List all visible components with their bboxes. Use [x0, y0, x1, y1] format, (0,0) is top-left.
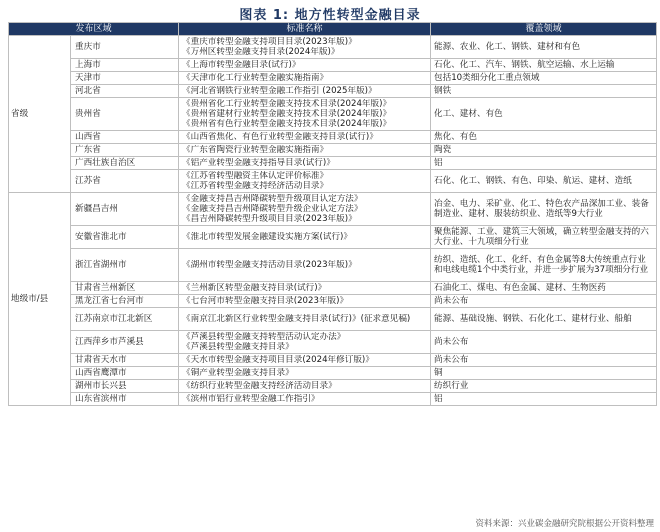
table-row: [9, 193, 657, 226]
region-cell: 山西省鹰潭市: [71, 367, 179, 380]
coverage-cell: 能源、农业、化工、钢铁、建材和有色: [431, 36, 657, 59]
standard-name: 《纺织行业转型金融支持经济活动目录》: [182, 381, 337, 391]
standard-cell: [179, 295, 431, 308]
coverage-cell: 铝: [431, 157, 657, 170]
table-row: [9, 98, 657, 131]
coverage-cell: 石油化工、煤电、有色金属、建材、生物医药: [431, 282, 657, 295]
standard-cell: [179, 36, 431, 59]
region-cell: 广东省: [71, 144, 179, 157]
table-row: [9, 380, 657, 393]
coverage-cell: 钢铁: [431, 85, 657, 98]
standard-cell: [179, 308, 431, 331]
table-row: [9, 249, 657, 282]
standard-cell: [179, 131, 431, 144]
standard-name: 《金融支持昌吉州降碳转型升级项目认定方法》: [182, 194, 363, 204]
standard-name: 《昌吉州降碳转型升级项目目录(2023年版)》: [182, 214, 357, 224]
table-row: [9, 367, 657, 380]
table-row: [9, 59, 657, 72]
coverage-cell: 纺织、造纸、化工、化纤、有色金属等8大传统重点行业和电线电缆1个中类行业，并进一步扩展为37项细分行业: [431, 249, 657, 282]
standard-name: 《铜产业转型金融支持目录》: [182, 368, 294, 378]
standard-name: 《湖州市转型金融支持活动目录(2023年版)》: [182, 260, 357, 270]
region-cell: 广西壮族自治区: [71, 157, 179, 170]
standard-name: 《淮北市转型发展金融建设实施方案(试行)》: [182, 232, 353, 242]
coverage-cell: 尚未公布: [431, 295, 657, 308]
table-row: [9, 354, 657, 367]
standard-name: 《滨州市铝行业转型金融工作指引》: [182, 394, 320, 404]
region-cell: 河北省: [71, 85, 179, 98]
table-body: [9, 36, 657, 406]
standard-cell: [179, 367, 431, 380]
coverage-cell: 陶瓷: [431, 144, 657, 157]
table-header-row: [9, 23, 657, 36]
coverage-cell: 聚焦能源、工业、建筑三大领域，确立转型金融支持的六大行业、十九项细分行业: [431, 226, 657, 249]
region-cell: 山东省滨州市: [71, 393, 179, 406]
standard-name: 《上海市转型金融目录(试行)》: [182, 60, 301, 70]
coverage-cell: 铝: [431, 393, 657, 406]
standard-name: 《万州区转型金融支持目录(2024年版)》: [182, 47, 340, 57]
standard-name: 《兰州新区转型金融支持目录(试行)》: [182, 283, 327, 293]
table-row: [9, 85, 657, 98]
standard-cell: [179, 59, 431, 72]
region-cell: 江西萍乡市芦溪县: [71, 331, 179, 354]
table-row: [9, 308, 657, 331]
standard-name: 《南京江北新区行业转型金融支持目录(试行)》(征求意见稿): [182, 314, 411, 324]
header-coverage: 覆盖领域: [431, 23, 657, 36]
table-row: [9, 72, 657, 85]
standard-cell: [179, 98, 431, 131]
table-row: [9, 282, 657, 295]
region-cell: 江苏南京市江北新区: [71, 308, 179, 331]
region-cell: 浙江省湖州市: [71, 249, 179, 282]
region-cell: 新疆昌吉州: [71, 193, 179, 226]
region-cell: 安徽省淮北市: [71, 226, 179, 249]
coverage-cell: 纺织行业: [431, 380, 657, 393]
standard-cell: [179, 144, 431, 157]
region-cell: 黑龙江省七台河市: [71, 295, 179, 308]
standard-cell: [179, 380, 431, 393]
coverage-cell: 石化、化工、汽车、钢铁、航空运输、水上运输: [431, 59, 657, 72]
standard-cell: [179, 157, 431, 170]
table-row: [9, 36, 657, 59]
standard-cell: [179, 170, 431, 193]
header-region: 发布区域: [9, 23, 179, 36]
standard-cell: [179, 193, 431, 226]
level-cell: 省级: [9, 36, 71, 193]
region-cell: 甘肃省兰州新区: [71, 282, 179, 295]
table-row: [9, 157, 657, 170]
table-row: [9, 144, 657, 157]
coverage-cell: 冶金、电力、采矿业、化工、特色农产品深加工业、装备制造业、建材、服装纺织业、造纸等9大行业: [431, 193, 657, 226]
coverage-cell: 铜: [431, 367, 657, 380]
region-cell: 山西省: [71, 131, 179, 144]
standard-name: 《天水市转型金融支持项目目录(2024年修订版)》: [182, 355, 374, 365]
standard-name: 《江苏省转型金融支持经济活动目录》: [182, 181, 329, 191]
standard-name: 《天津市化工行业转型金融实施指南》: [182, 73, 329, 83]
standard-cell: [179, 226, 431, 249]
coverage-cell: 焦化、有色: [431, 131, 657, 144]
standard-name: 《贵州省建材行业转型金融支持技术目录(2024年版)》: [182, 109, 392, 119]
coverage-cell: 包括10类细分化工重点领域: [431, 72, 657, 85]
header-standard: 标准名称: [179, 23, 431, 36]
table-row: [9, 226, 657, 249]
table-row: [9, 295, 657, 308]
standard-cell: [179, 331, 431, 354]
standard-cell: [179, 72, 431, 85]
figure-title: 图表 1: 地方性转型金融目录: [239, 8, 421, 23]
table-row: [9, 331, 657, 354]
standard-name: 《河北省钢铁行业转型金融工作指引 (2025年版)》: [182, 86, 377, 96]
standard-name: 《贵州省化工行业转型金融支持技术目录(2024年版)》: [182, 99, 392, 109]
standard-name: 《贵州省有色行业转型金融支持技术目录(2024年版)》: [182, 119, 392, 129]
region-cell: 重庆市: [71, 36, 179, 59]
standard-name: 《金融支持昌吉州降碳转型升级企业认定方法》: [182, 204, 363, 214]
table-row: [9, 131, 657, 144]
table-row: [9, 393, 657, 406]
region-cell: 甘肃省天水市: [71, 354, 179, 367]
coverage-cell: 化工、建材、有色: [431, 98, 657, 131]
standard-name: 《芦溪县转型金融支持目录》: [182, 342, 294, 352]
region-cell: 上海市: [71, 59, 179, 72]
standard-cell: [179, 393, 431, 406]
standard-name: 《山西省焦化、有色行业转型金融支持目录(试行)》: [182, 132, 378, 142]
standard-name: 《七台河市转型金融支持目录(2023年版)》: [182, 296, 349, 306]
standard-cell: [179, 282, 431, 295]
region-cell: 天津市: [71, 72, 179, 85]
standard-cell: [179, 354, 431, 367]
source-note: 资料来源：兴业碳金融研究院根据公开资料整理: [475, 519, 654, 529]
coverage-cell: 能源、基础设施、钢铁、石化化工、建材行业、船舶: [431, 308, 657, 331]
coverage-cell: 石化、化工、钢铁、有色、印染、航运、建材、造纸: [431, 170, 657, 193]
catalog-table: [8, 22, 657, 406]
standard-name: 《芦溪县转型金融支持转型活动认定办法》: [182, 332, 346, 342]
region-cell: 湖州市长兴县: [71, 380, 179, 393]
coverage-cell: 尚未公布: [431, 354, 657, 367]
standard-cell: [179, 85, 431, 98]
standard-cell: [179, 249, 431, 282]
region-cell: 江苏省: [71, 170, 179, 193]
table-row: [9, 170, 657, 193]
coverage-cell: 尚未公布: [431, 331, 657, 354]
standard-name: 《铝产业转型金融支持指导目录(试行)》: [182, 158, 335, 168]
standard-name: 《广东省陶瓷行业转型金融实施指南》: [182, 145, 329, 155]
level-cell: 地级市/县: [9, 193, 71, 406]
standard-name: 《重庆市转型金融支持项目目录(2023年版)》: [182, 37, 357, 47]
region-cell: 贵州省: [71, 98, 179, 131]
standard-name: 《江苏省转型融资主体认定评价标准》: [182, 171, 329, 181]
